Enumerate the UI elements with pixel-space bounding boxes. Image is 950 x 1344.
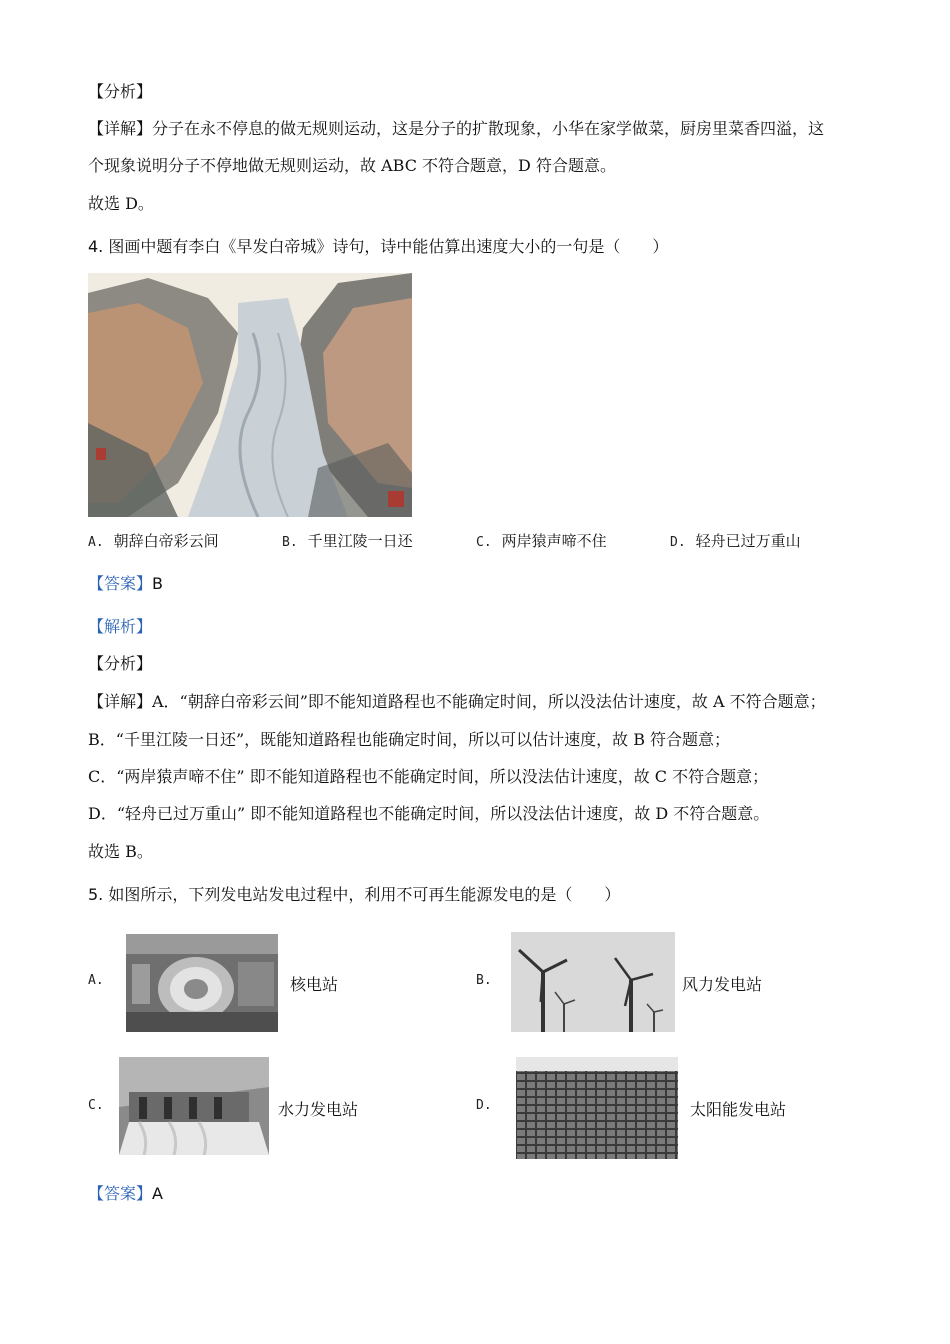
q5-stem <box>88 885 620 905</box>
landscape-painting-image <box>88 273 412 517</box>
q3-detail-line-2: 个现象说明分子不停地做无规则运动，故 ABC 不符合题意，D 符合题意。 <box>88 156 616 175</box>
q5-option-c-key[interactable]: C. <box>88 1098 104 1113</box>
q4-option-c-key: C. <box>476 535 492 550</box>
q5-answer <box>88 1184 163 1204</box>
q4-answer <box>88 574 163 594</box>
q4-option-c[interactable] <box>476 530 607 551</box>
q4-option-d-text: 轻舟已过万重山 <box>695 532 801 550</box>
q4-answer-label: 【答案】 <box>88 574 153 593</box>
q5-option-d-text: 太阳能发电站 <box>690 1100 787 1119</box>
q4-option-b-key: B. <box>282 535 298 550</box>
q5-option-b-key[interactable]: B. <box>476 973 492 988</box>
q3-detail-line-1: 【详解】分子在永不停息的做无规则运动，这是分子的扩散现象，小华在家学做菜，厨房里菜香四溢，这 <box>88 119 825 138</box>
q5-option-b-text: 风力发电站 <box>682 975 763 994</box>
analysis-heading: 【分析】 <box>88 82 153 101</box>
q4-detail-3: C．“两岸猿声啼不住” 即不能知道路程也不能确定时间，所以没法估计速度，故 C 不符合题意； <box>88 767 769 786</box>
q4-option-d[interactable] <box>670 530 801 551</box>
q3-conclusion: 故选 D。 <box>88 194 154 213</box>
q5-answer-value: A <box>152 1184 163 1203</box>
q5-answer-label: 【答案】 <box>88 1184 153 1203</box>
q5-option-a-key[interactable]: A. <box>88 973 104 988</box>
wind-turbines-image <box>511 932 675 1032</box>
hydropower-plant-image <box>119 1057 269 1155</box>
q4-stem-text: 图画中题有李白《早发白帝城》诗句，诗中能估算出速度大小的一句是（ ） <box>108 237 669 256</box>
q4-option-d-key: D. <box>670 535 686 550</box>
q4-option-a-key: A. <box>88 535 104 550</box>
q4-option-b-text: 千里江陵一日还 <box>307 532 413 550</box>
q4-answer-value: B <box>152 574 163 593</box>
nuclear-plant-image <box>126 934 278 1032</box>
q4-analysis-heading: 【分析】 <box>88 654 153 673</box>
q4-option-c-text: 两岸猿声啼不住 <box>501 532 607 550</box>
q4-conclusion: 故选 B。 <box>88 842 153 861</box>
solar-plant-image <box>516 1057 678 1159</box>
q4-option-a[interactable] <box>88 530 219 551</box>
q4-detail-1: 【详解】A．“朝辞白帝彩云间”即不能知道路程也不能确定时间，所以没法估计速度，故 A 不符合题意； <box>88 692 826 711</box>
q5-stem-text: 如图所示，下列发电站发电过程中，利用不可再生能源发电的是（ ） <box>108 885 621 904</box>
q5-option-a-text: 核电站 <box>290 975 339 994</box>
q4-detail-4: D．“轻舟已过万重山” 即不能知道路程也不能确定时间，所以没法估计速度，故 D 不符合题意。 <box>88 804 770 823</box>
q5-number: 5. <box>88 885 104 904</box>
q4-detail-2: B．“千里江陵一日还”，既能知道路程也能确定时间，所以可以估计速度，故 B 符合题意； <box>88 730 731 749</box>
q4-option-a-text: 朝辞白帝彩云间 <box>113 532 219 550</box>
q5-option-c-text: 水力发电站 <box>278 1100 359 1119</box>
q5-option-d-key[interactable]: D. <box>476 1098 492 1113</box>
q4-option-b[interactable] <box>282 530 413 551</box>
q4-number: 4. <box>88 237 104 256</box>
q4-explanation-heading: 【解析】 <box>88 617 153 636</box>
q4-stem <box>88 237 668 257</box>
